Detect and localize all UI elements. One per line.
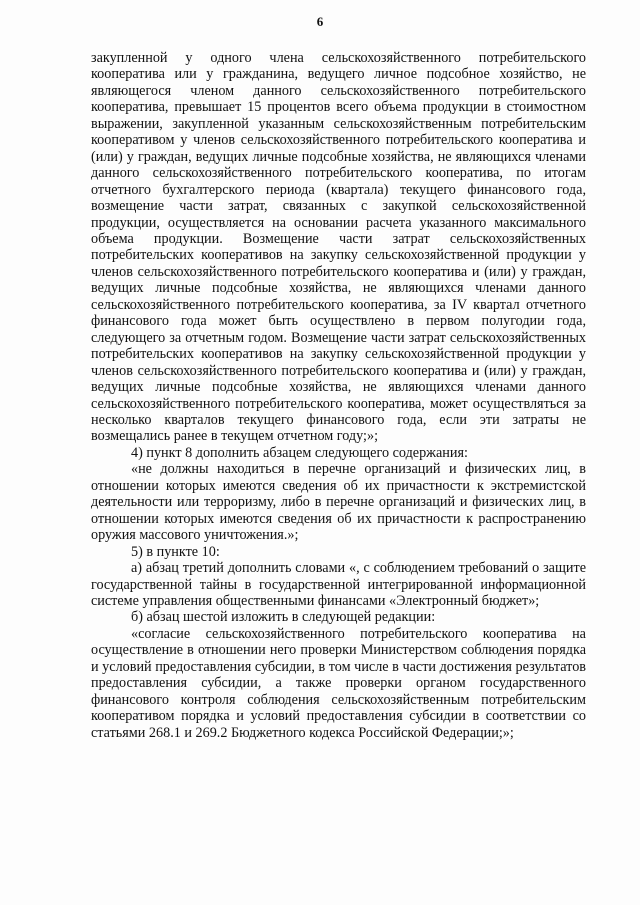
document-body xyxy=(91,50,586,741)
paragraph-subitem-a: а) абзац третий дополнить словами «, с соблюдением требований о защите государственной тайны в государственной интегрированной информационной системе управления общественными финансами «Электронный бюджет»; xyxy=(91,560,586,609)
page-number: 6 xyxy=(316,14,324,29)
paragraph-continuation: закупленной у одного члена сельскохозяйственного потребительского кооператива или у гражданина, ведущего личное подсобное хозяйство, не являющегося членом данного сельскохозяйственного потребительского кооператива, превышает 15 процентов всего объема продукции в стоимостном выражении, закупленной указанным сельскохозяйственным потребительским кооперативом у членов сельскохозяйственного потребительского кооператива и (или) у граждан, ведущих личные подсобные хозяйства, не являющихся членами данного сельскохозяйственного потребительского кооператива, по итогам отчетного бухгалтерского периода (квартала) текущего финансового года, возмещение части затрат, связанных с закупкой сельскохозяйственной продукции, осуществляется на основании расчета указанного максимального объема продукции. Возмещение части затрат сельскохозяйственных потребительских кооперативов на закупку сельскохозяйственной продукции у членов сельскохозяйственного потребительского кооператива и (или) у граждан, ведущих личные подсобные хозяйства, не являющихся членами данного сельскохозяйственного потребительского кооператива, за IV квартал отчетного финансового года может быть осуществлено в первом полугодии года, следующего за отчетным годом. Возмещение части затрат сельскохозяйственных потребительских кооперативов на закупку сельскохозяйственной продукции у членов сельскохозяйственного потребительского кооператива и (или) у граждан, ведущих личные подсобные хозяйства, не являющихся членами данного сельскохозяйственного потребительского кооператива, может осуществляться за несколько кварталов текущего финансового года, если эти затраты не возмещались ранее в текущем отчетном году;»; xyxy=(91,50,586,445)
paragraph-item-5: 5) в пункте 10: xyxy=(131,543,220,560)
paragraph-item-4: 4) пункт 8 дополнить абзацем следующего содержания: xyxy=(131,444,468,461)
paragraph-subitem-b: б) абзац шестой изложить в следующей редакции: xyxy=(131,609,436,626)
paragraph-quote-consent: «согласие сельскохозяйственного потребительского кооператива на осуществление в отношении него проверки Министерством соблюдения порядка и условий предоставления субсидии, в том числе в части достижения результатов предоставления субсидии, а также проверки органом государственного финансового контроля соблюдения сельскохозяйственным потребительским кооперативом порядка и условий предоставления субсидии в соответствии со статьями 268.1 и 269.2 Бюджетного кодекса Российской Федерации;»; xyxy=(91,625,586,741)
paragraph-quote-extremism: «не должны находиться в перечне организаций и физических лиц, в отношении которых имеются сведения об их причастности к экстремистской деятельности или терроризму, либо в перечне организаций и физических лиц, в отношении которых имеются сведения об их причастности к распространению оружия массового уничтожения.»; xyxy=(91,461,586,544)
